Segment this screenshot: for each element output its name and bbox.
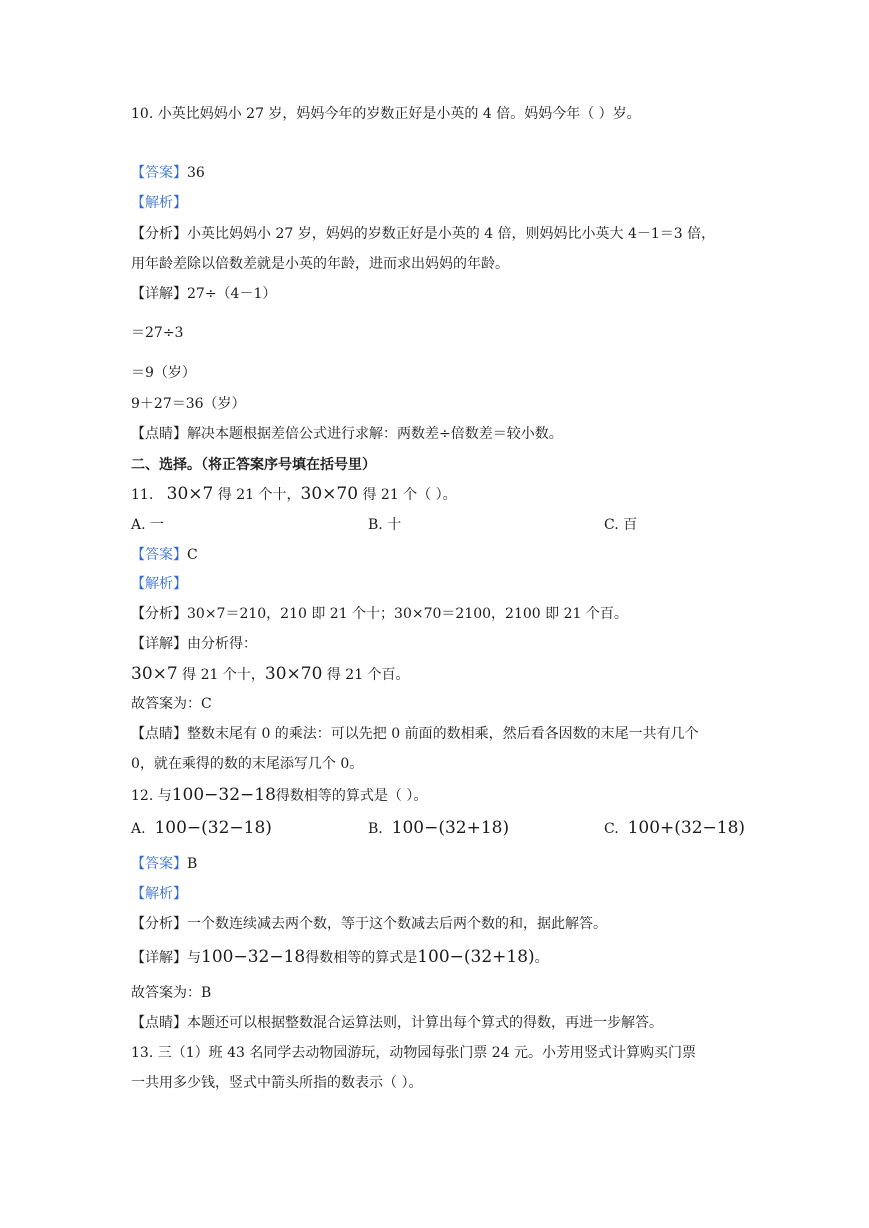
q10-step-3: ＝9（岁） (131, 365, 196, 381)
dianjing-tag: 【点睛】 (131, 726, 187, 742)
q12-xiangjie-expr: 100−32−18 (201, 947, 306, 967)
q10-xiangjie-text: 27÷（4－1） (187, 286, 277, 302)
xiangjie-tag: 【详解】 (131, 286, 187, 302)
dianjing-tag: 【点睛】 (131, 426, 187, 442)
q11-expr-a: 30×7 (166, 484, 214, 504)
q10-jiexi-tag: 【解析】 (131, 195, 187, 211)
xiangjie-tag: 【详解】 (131, 950, 187, 966)
q11-option-c: C. 百 (604, 517, 638, 533)
answer-tag: 【答案】 (131, 856, 187, 872)
q11-dianjing-line-1 (131, 724, 699, 744)
xiangjie-tag: 【详解】 (131, 636, 187, 652)
q11-xiangjie-text: 由分析得： (187, 636, 257, 652)
q12-xiangjie-line (131, 947, 549, 968)
q12-answer: B (187, 856, 198, 872)
q11-xiangjie-line (131, 634, 257, 654)
q11-answer-line (131, 545, 198, 565)
q11-res-text-b: 得 21 个十， (182, 667, 265, 683)
q10-dianjing-text: 解决本题根据差倍公式进行求解：两数差÷倍数差＝较小数。 (187, 426, 563, 442)
q12-dianjing-text: 本题还可以根据整数混合运算法则，计算出每个算式的得数，再进一步解答。 (187, 1015, 663, 1031)
q12-stem-tail: 得数相等的算式是（ ）。 (275, 788, 428, 804)
q12-xiangjie-text-a: 与 (187, 950, 201, 966)
q11-result-line (131, 664, 410, 685)
q12-option-c (604, 818, 745, 839)
q12-option-a (131, 818, 272, 839)
q12-option-c-label: C. (604, 821, 619, 837)
q11-res-expr-a: 30×7 (131, 664, 178, 684)
q12-xiangjie-end: 。 (534, 950, 549, 966)
q12-option-b-label: B. (368, 821, 383, 837)
q10-step-2: ＝27÷3 (131, 325, 184, 341)
q12-fenxi-line (131, 914, 607, 934)
q12-fenxi-text: 一个数连续减去两个数，等于这个数减去后两个数的和，据此解答。 (187, 916, 607, 932)
q12-jiexi-tag: 【解析】 (131, 886, 187, 902)
fenxi-tag: 【分析】 (131, 226, 187, 242)
q11-dianjing-text-1: 整数末尾有 0 的乘法：可以先把 0 前面的数相乘，然后看各因数的末尾一共有几个 (187, 726, 699, 742)
q11-dianjing-line-2: 0，就在乘得的数的末尾添写几个 0。 (131, 756, 364, 772)
q10-fenxi-line-2: 用年龄差除以倍数差就是小英的年龄，进而求出妈妈的年龄。 (131, 256, 509, 272)
q10-dianjing-line (131, 424, 563, 444)
q10-xiangjie-line (131, 284, 276, 304)
q10-fenxi-text-1: 小英比妈妈小 27 岁，妈妈的岁数正好是小英的 4 倍，则妈妈比小英大 4－1＝3 倍， (187, 226, 716, 242)
dianjing-tag: 【点睛】 (131, 1015, 187, 1031)
q12-option-a-label: A. (131, 821, 146, 837)
q11-fenxi-line (131, 604, 628, 624)
q12-question (131, 785, 427, 806)
q12-expr: 100−32−18 (171, 785, 276, 805)
q12-option-c-expr: 100+(32−18) (627, 818, 746, 838)
q11-question (131, 484, 457, 505)
q11-res-expr-c: 30×70 (264, 664, 323, 684)
q11-text-b: 得 21 个十， (217, 487, 301, 503)
q11-jiexi-tag: 【解析】 (131, 576, 187, 592)
fenxi-tag: 【分析】 (131, 606, 187, 622)
q11-res-text-d: 得 21 个百。 (326, 667, 410, 683)
q12-number: 12. 与 (131, 788, 172, 804)
q10-answer-line (131, 163, 205, 183)
q13-question-line-1: 13. 三（1）班 43 名同学去动物园游玩，动物园每张门票 24 元。小芳用竖式计算购买门票 (131, 1045, 697, 1061)
q11-answer: C (187, 547, 198, 563)
q12-answer-line (131, 854, 197, 874)
q11-text-d: 得 21 个（ ）。 (362, 487, 457, 503)
q12-xiangjie-ans: 100−(32+18) (417, 947, 535, 967)
q11-option-a: A. 一 (131, 517, 165, 533)
q11-final: 故答案为：C (131, 696, 212, 712)
q10-step-4: 9＋27＝36（岁） (131, 396, 246, 412)
q12-xiangjie-text-b: 得数相等的算式是 (305, 950, 418, 966)
q10-question: 10. 小英比妈妈小 27 岁，妈妈今年的岁数正好是小英的 4 倍。妈妈今年（ ）岁。 (131, 106, 641, 122)
q10-answer: 36 (187, 165, 205, 181)
q13-question-line-2: 一共用多少钱，竖式中箭头所指的数表示（ ）。 (131, 1075, 423, 1091)
q10-fenxi-line-1 (131, 224, 715, 244)
q12-dianjing-line (131, 1013, 663, 1033)
q11-fenxi-text: 30×7＝210，210 即 21 个十；30×70＝2100，2100 即 21 个百。 (187, 606, 628, 622)
section-2-title: 二、选择。（将正答案序号填在括号里） (131, 457, 376, 473)
fenxi-tag: 【分析】 (131, 916, 187, 932)
q12-option-b-expr: 100−(32+18) (391, 818, 510, 838)
q11-expr-c: 30×70 (300, 484, 359, 504)
q12-final: 故答案为：B (131, 985, 212, 1001)
q11-number: 11. (131, 487, 154, 503)
q11-option-b: B. 十 (368, 517, 402, 533)
answer-tag: 【答案】 (131, 165, 187, 181)
q12-option-b (368, 818, 509, 839)
q12-option-a-expr: 100−(32−18) (154, 818, 272, 838)
answer-tag: 【答案】 (131, 547, 187, 563)
